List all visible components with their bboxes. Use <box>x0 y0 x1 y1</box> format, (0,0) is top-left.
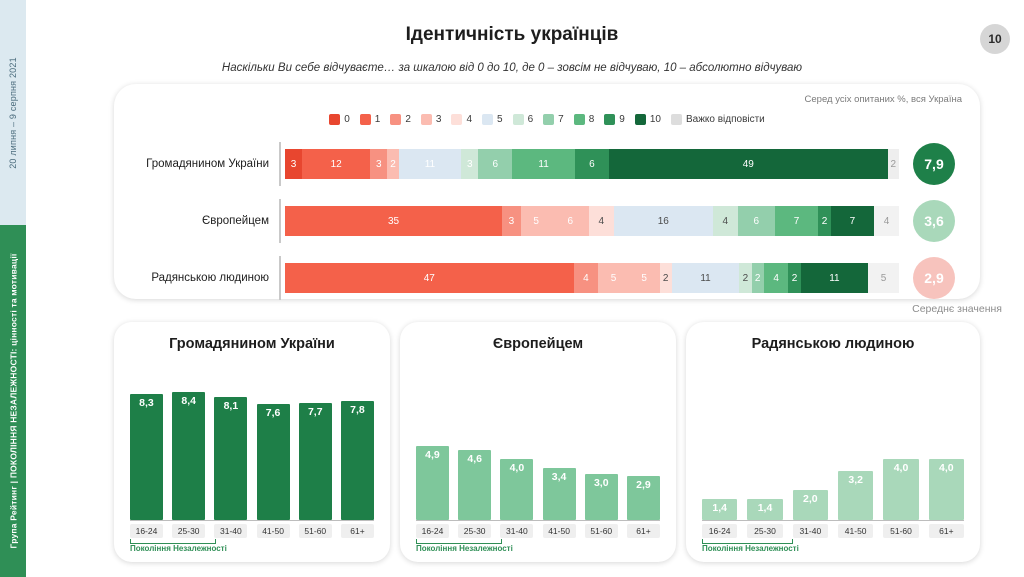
bar-column <box>838 368 873 520</box>
axis-tick-label: 51-60 <box>883 524 918 538</box>
age-chart-plot <box>416 368 660 520</box>
bar-segment: 12 <box>302 149 370 179</box>
bar-segment: 4 <box>764 263 789 293</box>
bar: 4,9 <box>416 446 449 520</box>
bar-segment: 2 <box>739 263 751 293</box>
bar: 4,0 <box>883 459 918 520</box>
bar-column <box>299 368 332 520</box>
age-chart-ticks <box>416 524 660 538</box>
sample-note: Серед усіх опитаних %, вся Україна <box>804 94 962 105</box>
axis-tick-label: 41-50 <box>838 524 873 538</box>
axis-tick-label: 51-60 <box>299 524 332 538</box>
bar: 4,6 <box>458 450 491 520</box>
bar-segment: 47 <box>285 263 574 293</box>
stacked-bar <box>285 263 899 293</box>
bar-segment: 3 <box>461 149 478 179</box>
stacked-bar <box>285 149 899 179</box>
legend-swatch-icon <box>421 114 432 125</box>
legend-swatch-icon <box>604 114 615 125</box>
legend-swatch-icon <box>329 114 340 125</box>
bar-segment: 4 <box>713 206 738 236</box>
bar-segment: 2 <box>387 149 398 179</box>
legend-label: 10 <box>649 114 661 125</box>
row-axis <box>279 142 281 186</box>
legend-swatch-icon <box>451 114 462 125</box>
page-number-badge: 10 <box>980 24 1010 54</box>
stacked-rows <box>114 142 980 313</box>
bar-column <box>585 368 618 520</box>
bar-column <box>702 368 737 520</box>
legend-swatch-icon <box>482 114 493 125</box>
bar-segment: 2 <box>752 263 764 293</box>
axis-tick-label: 61+ <box>929 524 964 538</box>
date-label: 20 липня – 9 серпня 2021 <box>8 56 19 169</box>
bar: 3,4 <box>543 468 576 520</box>
age-chart-title: Європейцем <box>492 336 584 352</box>
average-caption: Середнє значення <box>912 303 1002 315</box>
legend-label: 8 <box>588 114 595 125</box>
bar-segment: 11 <box>512 149 575 179</box>
average-badge: 2,9 <box>913 257 955 299</box>
bar-column <box>416 368 449 520</box>
bar: 7,6 <box>257 404 290 520</box>
legend-label: Важко відповісти <box>685 114 765 125</box>
table-row <box>114 199 980 243</box>
age-chart-ticks <box>130 524 374 538</box>
bar-column <box>500 368 533 520</box>
legend-swatch-icon <box>360 114 371 125</box>
generation-note: Покоління Незалежності <box>416 544 513 553</box>
page-title: Ідентичність українців <box>405 24 619 45</box>
bar: 1,4 <box>702 499 737 520</box>
legend-item <box>360 114 381 125</box>
legend-swatch-icon <box>543 114 554 125</box>
legend-swatch-icon <box>635 114 646 125</box>
bar-segment: 7 <box>775 206 818 236</box>
legend-label: 5 <box>497 114 503 125</box>
legend-item <box>635 114 661 125</box>
bar-segment: 6 <box>738 206 775 236</box>
bar-column <box>214 368 247 520</box>
row-axis <box>279 256 281 300</box>
age-chart-ticks <box>702 524 964 538</box>
legend-label: 6 <box>527 114 534 125</box>
table-row <box>114 256 980 300</box>
row-axis <box>279 199 281 243</box>
bar: 3,0 <box>585 474 618 520</box>
bar-column <box>172 368 205 520</box>
stacked-bar <box>285 206 899 236</box>
bar-segment: 49 <box>609 149 888 179</box>
age-chart-plot <box>130 368 374 520</box>
bar-column <box>883 368 918 520</box>
axis-tick-label: 25-30 <box>458 524 491 538</box>
legend-label: 9 <box>619 114 625 125</box>
row-label: Громадянином України <box>146 158 269 170</box>
axis-tick-label: 16-24 <box>702 524 737 538</box>
average-badge: 3,6 <box>913 200 955 242</box>
bar: 7,8 <box>341 401 374 520</box>
bar: 4,0 <box>929 459 964 520</box>
bar-segment: 2 <box>788 263 800 293</box>
legend-swatch-icon <box>671 114 682 125</box>
generation-note: Покоління Незалежності <box>702 544 799 553</box>
legend-item <box>543 114 564 125</box>
bar-segment: 11 <box>399 149 462 179</box>
legend-swatch-icon <box>390 114 401 125</box>
bar-segment: 6 <box>552 206 589 236</box>
age-chart-plot <box>702 368 964 520</box>
bar-segment: 11 <box>672 263 740 293</box>
age-chart-card-soviet <box>686 322 980 562</box>
bar-segment: 2 <box>660 263 672 293</box>
bar-segment: 3 <box>370 149 387 179</box>
bar-column <box>929 368 964 520</box>
bar: 8,3 <box>130 394 163 520</box>
bar-segment: 4 <box>589 206 614 236</box>
axis-tick-label: 31-40 <box>500 524 533 538</box>
bar-column <box>257 368 290 520</box>
legend-item <box>513 114 534 125</box>
legend-item <box>671 114 765 125</box>
legend-swatch-icon <box>574 114 585 125</box>
bar-segment: 2 <box>818 206 830 236</box>
axis-line <box>130 520 374 521</box>
axis-line <box>702 520 964 521</box>
age-chart-card-citizen <box>114 322 390 562</box>
bar-segment: 7 <box>831 206 874 236</box>
bar-segment: 5 <box>521 206 552 236</box>
legend-label: 0 <box>344 114 350 125</box>
bar-segment: 4 <box>874 206 899 236</box>
bar-column <box>458 368 491 520</box>
bar-column <box>543 368 576 520</box>
axis-line <box>416 520 660 521</box>
axis-tick-label: 16-24 <box>130 524 163 538</box>
age-chart-card-european <box>400 322 676 562</box>
axis-tick-label: 31-40 <box>793 524 828 538</box>
bar: 2,0 <box>793 490 828 520</box>
bar-segment: 3 <box>502 206 521 236</box>
bar-segment: 5 <box>629 263 660 293</box>
bar: 1,4 <box>747 499 782 520</box>
axis-tick-label: 31-40 <box>214 524 247 538</box>
page-subtitle: Наскільки Ви себе відчуваєте… за шкалою від 0 до 10, де 0 – зовсім не відчуваю, 10 – абсолютно відчуваю <box>221 62 803 74</box>
legend-label: 4 <box>466 114 473 125</box>
bar-segment: 2 <box>888 149 899 179</box>
brand-label: Група Рейтинг | ПОКОЛІННЯ НЕЗАЛЕЖНОСТІ: цінності та мотивації <box>8 253 18 549</box>
bar-column <box>747 368 782 520</box>
bar-column <box>627 368 660 520</box>
bar-segment: 5 <box>598 263 629 293</box>
bar-segment: 4 <box>574 263 599 293</box>
axis-tick-label: 61+ <box>341 524 374 538</box>
row-label: Радянською людиною <box>151 272 269 284</box>
axis-tick-label: 16-24 <box>416 524 449 538</box>
bar-column <box>341 368 374 520</box>
legend-label: 2 <box>405 114 411 125</box>
legend-item <box>451 114 472 125</box>
legend-swatch-icon <box>513 114 524 125</box>
bar-segment: 3 <box>285 149 302 179</box>
bar-column <box>793 368 828 520</box>
average-badge: 7,9 <box>913 143 955 185</box>
legend <box>114 114 980 125</box>
bar-column <box>130 368 163 520</box>
row-label: Європейцем <box>202 215 269 227</box>
axis-tick-label: 25-30 <box>172 524 205 538</box>
bar-segment: 6 <box>478 149 512 179</box>
bar-segment: 11 <box>801 263 869 293</box>
table-row <box>114 142 980 186</box>
legend-item <box>329 114 350 125</box>
bar: 7,7 <box>299 403 332 520</box>
bar: 3,2 <box>838 471 873 520</box>
bar: 2,9 <box>627 476 660 520</box>
bar: 4,0 <box>500 459 533 520</box>
legend-item <box>390 114 411 125</box>
age-chart-title: Радянською людиною <box>751 336 915 352</box>
axis-tick-label: 61+ <box>627 524 660 538</box>
bar-segment: 6 <box>575 149 609 179</box>
legend-item <box>421 114 442 125</box>
legend-label: 7 <box>558 114 564 125</box>
bar: 8,1 <box>214 397 247 520</box>
brand-rail <box>0 225 26 577</box>
bar-segment: 35 <box>285 206 502 236</box>
legend-label: 1 <box>374 114 381 125</box>
bar: 8,4 <box>172 392 205 520</box>
axis-tick-label: 41-50 <box>257 524 290 538</box>
legend-item <box>574 114 595 125</box>
legend-label: 3 <box>435 114 442 125</box>
stacked-bar-card <box>114 84 980 299</box>
age-chart-title: Громадянином України <box>169 336 335 352</box>
generation-note: Покоління Незалежності <box>130 544 227 553</box>
legend-item <box>604 114 625 125</box>
axis-tick-label: 51-60 <box>585 524 618 538</box>
axis-tick-label: 41-50 <box>543 524 576 538</box>
legend-item <box>482 114 503 125</box>
bar-segment: 16 <box>614 206 713 236</box>
axis-tick-label: 25-30 <box>747 524 782 538</box>
bar-segment: 5 <box>868 263 899 293</box>
